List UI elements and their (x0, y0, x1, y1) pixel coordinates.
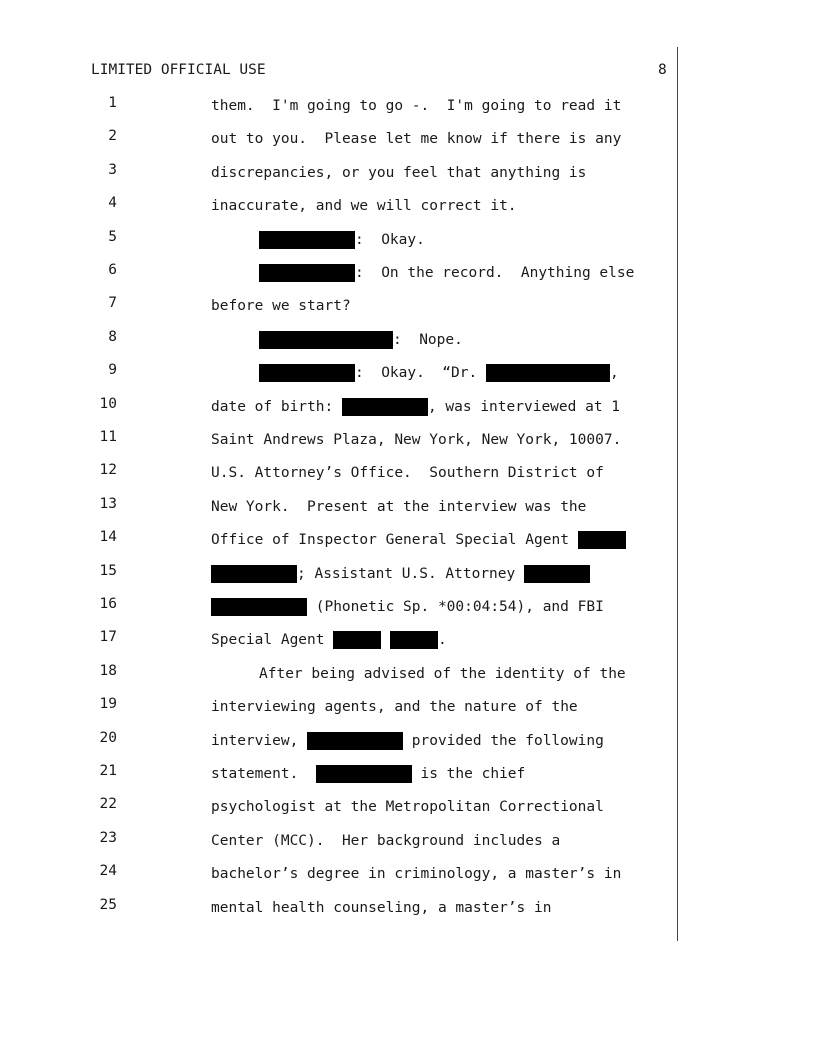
line-text-segment: out to you. Please let me know if there is any (211, 131, 622, 148)
line-number: 18 (99, 662, 117, 679)
line-text (211, 696, 578, 718)
line-text-segment: Special Agent (211, 632, 334, 649)
redaction-block (316, 765, 412, 783)
line-text (211, 396, 620, 418)
line-text (259, 329, 463, 351)
line-text (259, 229, 425, 251)
line-text-segment: Office of Inspector General Special Agent (211, 532, 578, 549)
line-text-segment: ; Assistant U.S. Attorney (297, 565, 524, 582)
line-text-segment: date of birth: (211, 398, 342, 415)
redaction-block (486, 364, 610, 382)
redaction-block (259, 364, 355, 382)
transcript-line (0, 830, 690, 852)
transcript-line (0, 95, 690, 117)
line-text (259, 362, 619, 384)
line-text-segment: provided the following (403, 732, 604, 749)
transcript-line (0, 396, 690, 418)
line-text (259, 262, 634, 284)
line-number: 15 (99, 562, 117, 579)
line-text (211, 95, 621, 117)
line-text (211, 830, 560, 852)
redaction-block (259, 331, 393, 349)
transcript-line (0, 730, 690, 752)
line-text (211, 596, 604, 618)
line-text-segment: U.S. Attorney’s Office. Southern District of (211, 465, 604, 482)
redaction-block (578, 531, 626, 549)
redaction-block (342, 398, 428, 416)
transcript-line (0, 195, 690, 217)
line-text-segment: : Okay. “Dr. (355, 365, 486, 382)
line-text-segment: is the chief (411, 766, 526, 782)
line-text-segment: inaccurate, and we will correct it. (211, 198, 517, 215)
line-text-segment: After being advised of the identity of the (259, 665, 626, 682)
transcript-line (0, 529, 690, 551)
transcript-line (0, 295, 690, 317)
line-text-segment: : Nope. (393, 331, 463, 348)
redaction-block (259, 264, 355, 282)
line-number: 16 (99, 596, 117, 612)
line-number: 23 (99, 829, 117, 846)
line-number: 2 (108, 128, 117, 145)
line-text-segment: psychologist at the Metropolitan Correctional (211, 799, 604, 816)
line-number: 24 (99, 863, 117, 880)
line-text-segment: , (609, 365, 619, 382)
line-text (211, 496, 586, 518)
line-text-segment: New York. Present at the interview was the (211, 498, 587, 515)
line-number: 4 (108, 195, 117, 212)
transcript-line (0, 496, 690, 518)
line-number: 17 (99, 629, 117, 646)
transcript-line (0, 563, 690, 585)
line-text-segment (381, 632, 390, 648)
transcript-line (0, 596, 690, 618)
line-text (211, 863, 621, 885)
line-text (211, 563, 590, 585)
transcript-line (0, 763, 690, 785)
line-number: 25 (99, 896, 117, 913)
line-number: 12 (99, 462, 117, 479)
line-text (211, 730, 604, 752)
line-number: 11 (99, 429, 117, 445)
line-text (211, 529, 626, 551)
line-text (211, 295, 351, 317)
transcript-line (0, 629, 690, 651)
line-number: 14 (99, 529, 117, 546)
line-number: 13 (99, 495, 117, 512)
line-text-segment: statement. (211, 766, 316, 782)
transcript-line (0, 128, 690, 150)
transcript-line (0, 262, 690, 284)
line-text-segment: . (437, 632, 447, 649)
transcript-line (0, 863, 690, 885)
transcript-line (0, 663, 690, 685)
transcript-line (0, 162, 690, 184)
transcript-line (0, 329, 690, 351)
transcript-line (0, 362, 690, 384)
line-text (259, 663, 626, 685)
transcript-line (0, 696, 690, 718)
line-text-segment: (Phonetic Sp. *00:04:54), and FBI (307, 599, 604, 615)
line-number: 6 (108, 262, 117, 278)
security-marking: LIMITED OFFICIAL USE (91, 62, 266, 78)
line-text (211, 128, 621, 150)
line-text-segment: interview, (211, 732, 308, 749)
line-number: 20 (99, 729, 117, 746)
line-number: 8 (108, 328, 117, 345)
line-text (211, 897, 551, 919)
line-text-segment: Center (MCC). Her background includes a (211, 832, 561, 849)
line-text-segment: , was interviewed at 1 (427, 398, 621, 415)
line-text-segment: bachelor’s degree in criminology, a master’s in (211, 866, 622, 883)
line-text (211, 195, 517, 217)
page-number: 8 (658, 62, 667, 78)
line-number: 7 (108, 295, 117, 312)
line-text-segment: discrepancies, or you feel that anything is (211, 164, 587, 181)
transcript-line (0, 229, 690, 251)
line-text (211, 429, 621, 451)
redaction-block (390, 631, 438, 649)
line-text-segment: before we start? (211, 298, 351, 315)
redaction-block (333, 631, 381, 649)
redaction-block (211, 565, 297, 583)
line-number: 22 (99, 796, 117, 813)
transcript-line (0, 429, 690, 451)
line-text (211, 629, 447, 651)
line-text-segment: : On the record. Anything else (355, 265, 635, 281)
transcript-line (0, 897, 690, 919)
line-number: 3 (108, 161, 117, 178)
transcript-line (0, 796, 690, 818)
line-text (211, 763, 525, 785)
line-number: 10 (99, 395, 117, 412)
line-text-segment: interviewing agents, and the nature of the (211, 699, 578, 716)
line-text-segment: them. I'm going to go -. I'm going to read it (211, 98, 622, 114)
redaction-block (211, 598, 307, 616)
transcript-line (0, 462, 690, 484)
redaction-block (524, 565, 590, 583)
line-number: 1 (108, 95, 117, 111)
redaction-block (307, 732, 403, 750)
line-number: 9 (108, 362, 117, 379)
redaction-block (259, 231, 355, 249)
line-text-segment: mental health counseling, a master’s in (211, 899, 552, 916)
line-text (211, 462, 604, 484)
line-text-segment: : Okay. (355, 231, 425, 248)
line-number: 19 (99, 696, 117, 713)
line-text-segment: Saint Andrews Plaza, New York, New York, 10007. (211, 432, 622, 448)
line-text (211, 162, 586, 184)
line-number: 21 (99, 763, 117, 779)
line-text (211, 796, 604, 818)
line-number: 5 (108, 228, 117, 245)
